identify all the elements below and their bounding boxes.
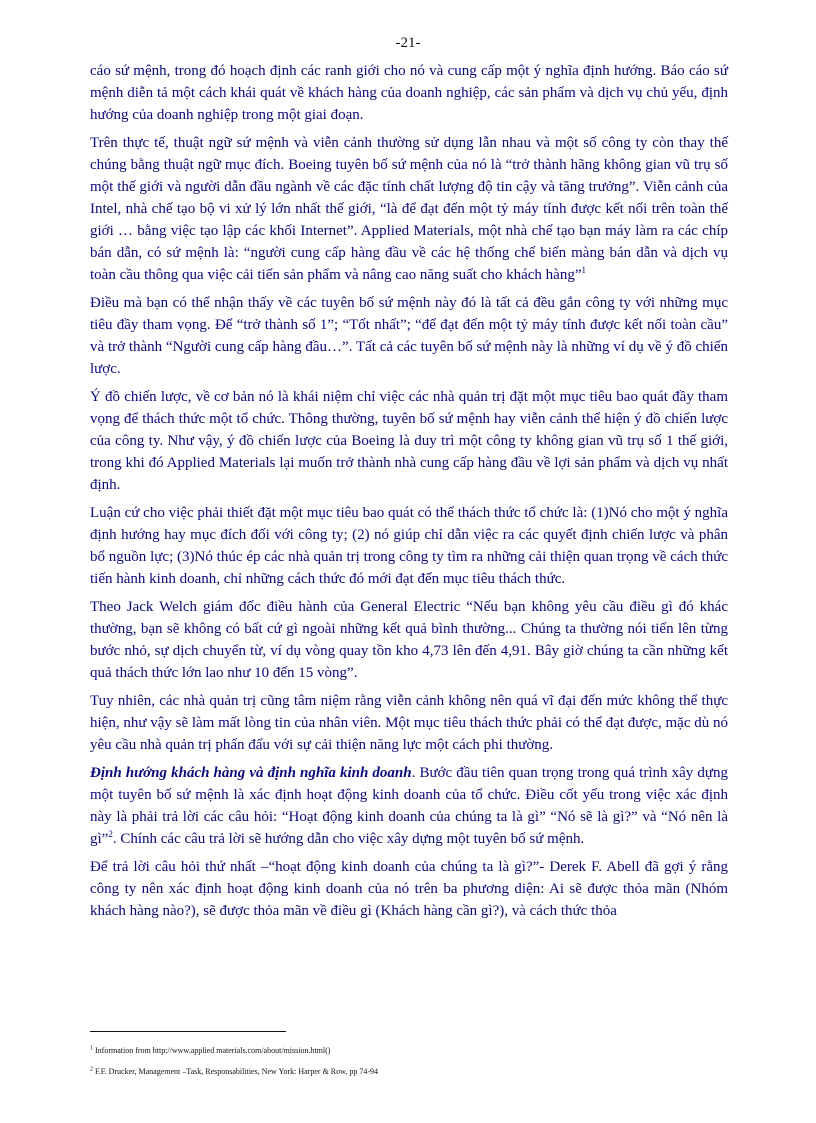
paragraph-9: Để trả lời câu hỏi thứ nhất –“hoạt động kinh doanh của chúng ta là gì?”- Derek F. Abell đã gợi ý rằng công ty nên xác định hoạt động kinh doanh của nó trên ba phương diện: Ai sẽ được thỏa mãn (Nhóm khách hàng nào?), sẽ được thỏa mãn về điều gì (Khách hàng cần gì?), và cách thức thỏa: [90, 859, 728, 919]
footnotes: [90, 1045, 730, 1087]
footnote-text: F.F. Drucker, Management –Task, Responsabilities, New York: Harper & Row, pp 74-94: [95, 1067, 379, 1076]
footnote-marker: 2: [90, 1066, 93, 1073]
section-lead-heading: Định hướng khách hàng và định nghĩa kinh doanh: [90, 765, 412, 781]
footnote-2: [90, 1066, 730, 1077]
footnote-divider: [90, 1031, 286, 1032]
footnote-marker: 1: [90, 1045, 93, 1052]
footnote-text: Information from http://www.applied materials.com/about/mission.html(): [95, 1046, 331, 1055]
paragraph-8-text-b: . Chính các câu trả lời sẽ hướng dẫn cho việc xây dựng một tuyên bố sứ mệnh.: [112, 831, 585, 847]
body-text: [90, 60, 728, 928]
paragraph-5: Luận cứ cho việc phải thiết đặt một mục tiêu bao quát có thể thách thức tổ chức là: (1)Nó cho một ý nghĩa định hướng hay mục đích đối với công ty; (2) nó giúp chỉ dẫn việc ra các quyết định chiến lược và phân bổ nguồn lực; (3)Nó thúc ép các nhà quản trị trong công ty tìm ra những cải thiện quan trọng về cách thức tiến hành kinh doanh, chỉ những cách thức đó mới đạt đến mục tiêu thách thức.: [90, 505, 728, 587]
footnote-1: [90, 1045, 730, 1056]
paragraph-7: Tuy nhiên, các nhà quản trị cũng tâm niệm rằng viễn cảnh không nên quá vĩ đại đến mức không thể thực hiện, như vậy sẽ làm mất lòng tin của nhân viên. Một mục tiêu thách thức phải có thể đạt được, mặc dù nó yêu cầu nhà quản trị phấn đấu với sự cải thiện năng lực một cách phi thường.: [90, 693, 728, 753]
page-number: -21-: [395, 35, 421, 51]
paragraph-6: Theo Jack Welch giám đốc điều hành của General Electric “Nếu bạn không yêu cầu điều gì đó khác thường, bạn sẽ không có bất cứ gì ngoài những kết quả bình thường... Chúng ta thường nói tiến lên từng bước nhỏ, sự dịch chuyển từ, ví dụ vòng quay tồn kho 4,73 lên đến 4,91. Bây giờ chúng ta cần những kết quả thách thức lớn lao như 10 đến 15 vòng”.: [90, 599, 728, 681]
paragraph-2-text: Trên thực tế, thuật ngữ sứ mệnh và viễn cảnh thường sử dụng lẫn nhau và một số công ty còn thay thế chúng bằng thuật ngữ mục đích. Boeing tuyên bố sứ mệnh của nó là “trở thành hãng không gian vũ trụ số một thế giới và người dẫn đầu ngành về các đặc tính chất lượng độ tin cậy và tăng trưởng”. Viễn cảnh của Intel, nhà chế tạo bộ vi xử lý lớn nhất thế giới, “là để đạt đến một tỷ máy tính được kết nối trên toàn thế giới … bằng việc tạo lập các khối Internet”. Applied Materials, một nhà chế tạo bạn máy làm ra các chíp bán dẫn, có sứ mệnh là: “người cung cấp hàng đầu về các hệ thống chế biến màng bán dẫn và dịch vụ toàn cầu thông qua việc cải tiến sản phẩm và nâng cao năng suất cho khách hàng”: [90, 135, 728, 283]
paragraph-4: Ý đồ chiến lược, về cơ bản nó là khái niệm chỉ việc các nhà quản trị đặt một mục tiêu bao quát đầy tham vọng để thách thức một tổ chức. Thông thường, tuyên bố sứ mệnh hay viễn cảnh thể hiện ý đồ chiến lược của công ty. Như vậy, ý đồ chiến lược của Boeing là duy trì một công ty không gian vũ trụ số 1 thế giới, trong khi đó Applied Materials lại muốn trở thành nhà cung cấp hàng đầu về lợi sản phẩm và dịch vụ nhất định.: [90, 389, 728, 493]
footnote-ref-1: 1: [581, 265, 586, 275]
paragraph-1: cáo sứ mệnh, trong đó hoạch định các ranh giới cho nó và cung cấp một ý nghĩa định hướng. Báo cáo sứ mệnh diễn tả một cách khái quát về khách hàng của doanh nghiệp, các sản phẩm và dịch vụ chủ yếu, định hướng của doanh nghiệp trong một giai đoạn.: [90, 63, 728, 123]
paragraph-8-text-a: . Bước đầu tiên quan trọng trong quá trình xây dựng một tuyên bố sứ mệnh là xác định hoạt động kinh doanh của tổ chức. Điều cốt yếu trong việc xác định này là phải trả lời các câu hỏi: “Hoạt động kinh doanh của chúng ta là gì” “Nó sẽ là gì?” và “Nó nên là gì”: [90, 765, 728, 847]
paragraph-2: [90, 132, 728, 286]
footnote-ref-2: 2: [108, 829, 113, 839]
paragraph-8: [90, 762, 728, 850]
paragraph-3: Điều mà bạn có thể nhận thấy về các tuyên bố sứ mệnh này đó là tất cả đều gắn công ty với những mục tiêu đầy tham vọng. Để “trở thành số 1”; “Tốt nhất”; “để đạt đến một tỷ máy tính được kết nối toàn cầu” và trở thành “Người cung cấp hàng đầu…”. Tất cả các tuyên bố sứ mệnh này là những ví dụ về ý đồ chiến lược.: [90, 295, 728, 377]
